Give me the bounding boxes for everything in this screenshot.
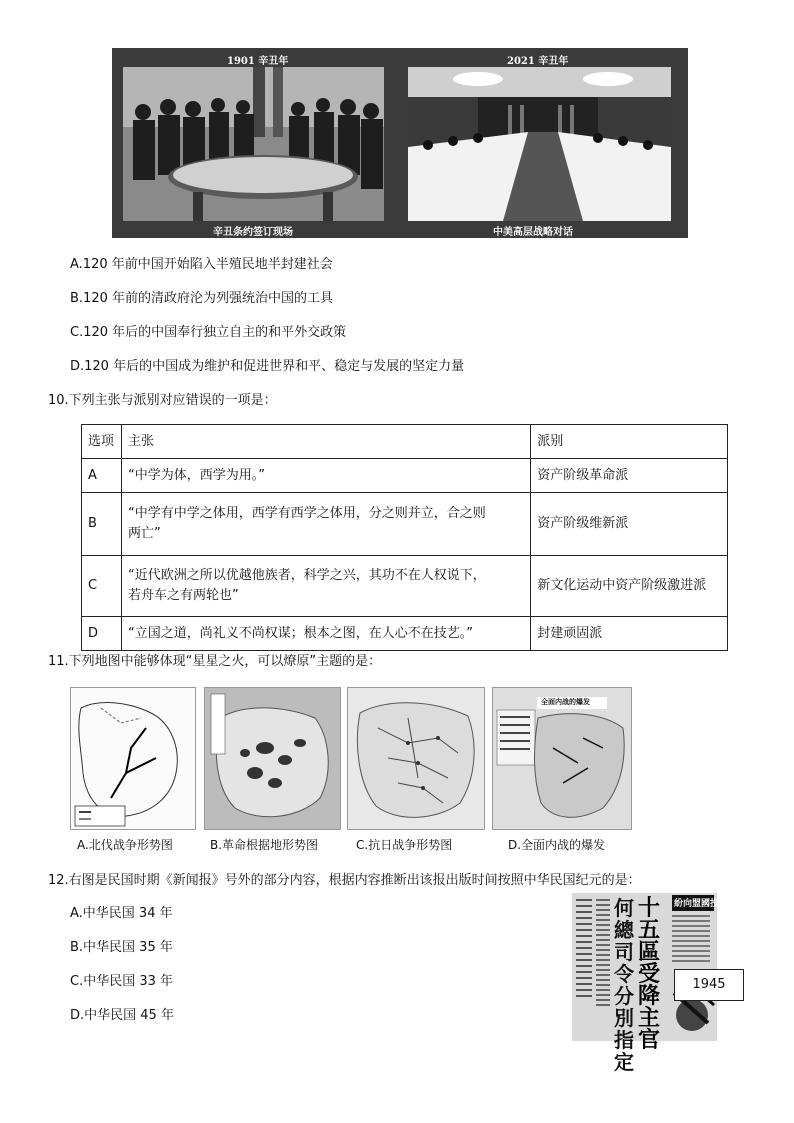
- map-anti-japanese-war: [347, 687, 485, 830]
- claim-line: “近代欧洲之所以优越他族者，科学之兴，其功不在人权说下，: [127, 568, 486, 583]
- left-photo-caption: 辛丑条约签订现场: [213, 227, 293, 238]
- row-faction: 新文化运动中资产阶级激进派: [531, 556, 728, 617]
- newspaper-headline-col2: 十五區受降主官: [638, 895, 661, 1053]
- year-callout: 1945: [674, 969, 744, 1001]
- newspaper-small-text: [672, 915, 710, 965]
- header-faction: 派别: [531, 425, 728, 459]
- table-row: [82, 459, 728, 493]
- q9-option-c: C.120 年后的中国奉行独立自主的和平外交政策: [70, 325, 347, 340]
- treaty-signing-photo: [123, 67, 384, 221]
- q12-option-a: A.中华民国 34 年: [70, 906, 173, 921]
- newspaper-right-headline: 紛向盟國投: [674, 899, 720, 909]
- table-header-row: [82, 425, 728, 459]
- row-option: B: [82, 493, 122, 556]
- newspaper-headline-col1: 何總司令分別指定: [614, 896, 634, 1074]
- newspaper-small-text: [596, 899, 610, 1009]
- header-claim: 主张: [121, 425, 530, 459]
- right-photo-caption: 中美高层战略对话: [493, 227, 573, 238]
- map-revolutionary-bases: [204, 687, 341, 830]
- q11-stem: 11.下列地图中能够体现“星星之火，可以燎原”主题的是：: [48, 654, 382, 669]
- row-claim: [121, 617, 530, 651]
- newspaper-small-text: [576, 899, 592, 999]
- row-faction: 资产阶级革命派: [531, 459, 728, 493]
- table-row: [82, 556, 728, 617]
- map-civil-war: [492, 687, 632, 830]
- q12-stem: 12.右图是民国时期《新闻报》号外的部分内容，根据内容推断出该报出版时间按照中华民国纪元的是：: [48, 873, 641, 888]
- map-caption-b: B.革命根据地形势图: [210, 838, 319, 852]
- claim-line: “中学为体，西学为用。”: [127, 467, 265, 483]
- map-caption-d: D.全面内战的爆发: [508, 838, 606, 852]
- map-caption-c: C.抗日战争形势图: [356, 838, 453, 852]
- row-option: A: [82, 459, 122, 493]
- row-faction: 资产阶级维新派: [531, 493, 728, 556]
- q12-option-c: C.中华民国 33 年: [70, 974, 174, 989]
- row-option: C: [82, 556, 122, 617]
- q9-option-b: B.120 年前的清政府沦为列强统治中国的工具: [70, 291, 333, 306]
- q12-option-d: D.中华民国 45 年: [70, 1008, 174, 1023]
- claim-line: 若舟车之有两轮也”: [127, 588, 239, 603]
- header-option: 选项: [82, 425, 122, 459]
- claim-line: “立国之道，尚礼义不尚权谋；根本之图，在人心不在技艺。”: [127, 625, 473, 641]
- claim-line: 两亡”: [127, 526, 161, 541]
- q9-option-d: D.120 年后的中国成为维护和促进世界和平、稳定与发展的坚定力量: [70, 359, 465, 374]
- strategic-dialogue-photo: [408, 67, 671, 221]
- row-option: D: [82, 617, 122, 651]
- q10-table: [81, 424, 728, 651]
- newspaper-extra-image: [572, 893, 720, 1074]
- row-claim: [121, 459, 530, 493]
- map-northern-expedition: [70, 687, 196, 830]
- map-d-title: 全面内战的爆发: [541, 698, 590, 706]
- map-caption-a: A.北伐战争形势图: [77, 838, 173, 852]
- table-row: [82, 493, 728, 556]
- right-photo-title: 2021 辛丑年: [507, 56, 569, 67]
- left-photo-title: 1901 辛丑年: [227, 56, 289, 67]
- q9-option-a: A.120 年前中国开始陷入半殖民地半封建社会: [70, 257, 333, 272]
- row-claim: [121, 556, 530, 617]
- row-claim: [121, 493, 530, 556]
- q10-stem: 10.下列主张与派别对应错误的一项是：: [48, 393, 277, 408]
- history-photo-banner: [112, 48, 688, 238]
- table-row: [82, 617, 728, 651]
- claim-line: “中学有中学之体用，西学有西学之体用，分之则并立，合之则: [127, 506, 486, 521]
- row-faction: 封建顽固派: [531, 617, 728, 651]
- q12-option-b: B.中华民国 35 年: [70, 940, 173, 955]
